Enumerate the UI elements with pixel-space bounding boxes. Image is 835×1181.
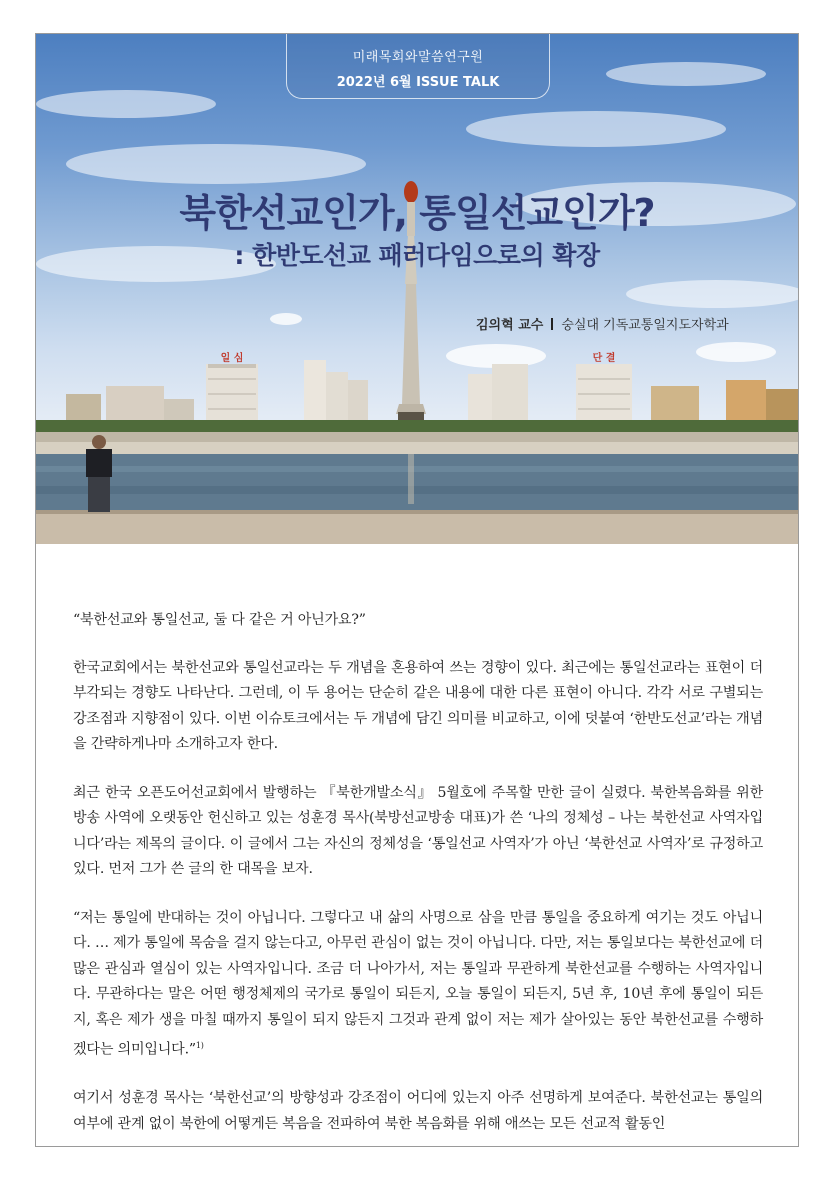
page-subtitle: : 한반도선교 패러다임으로의 확장 — [234, 241, 600, 270]
paragraph-quote-question: “북한선교와 통일선교, 둘 다 같은 거 아닌가요?” — [73, 612, 366, 628]
paragraph-context: 최근 한국 오픈도어선교회에서 발행하는 『북한개발소식』 5월호에 주목할 만한 글이 실렸다. 북한복음화를 위한 방송 사역에 오랫동안 헌신하고 있는 성훈경 목사(북방선교방송 대표)가 쓴 ‘나의 정체성 – 나는 북한선교 사역자입니다’라는 제목의 글이다. 이 글에서 그는 자신의 정체성을 ‘통일선교 사역자’가 아닌 ‘북한선교 사역자’로 규정하고 있다. 먼저 그가 쓴 글의 한 대목을 보자. — [73, 784, 763, 877]
paragraph-intro: 한국교회에서는 북한선교와 통일선교라는 두 개념을 혼용하여 쓰는 경향이 있다. 최근에는 통일선교라는 표현이 더 부각되는 경향도 나타난다. 그런데, 이 두 용어는 단순히 같은 내용에 대한 다른 표현이 아니다. 각각 서로 구별되는 강조점과 지향점이 있다. 이번 이슈토크에서는 두 개념에 담긴 의미를 비교하고, 이에 덧붙여 ‘한반도선교’라는 개념을 간략하게나마 소개하고자 한다. — [73, 659, 763, 752]
issue-label: 2022년 6월 ISSUE TALK — [336, 75, 500, 90]
author-line — [476, 314, 729, 333]
citation-text: “저는 통일에 반대하는 것이 아닙니다. 그렇다고 내 삶의 사명으로 삼을 만큼 통일을 중요하게 여기는 것도 아닙니다. … 제가 통일에 목숨을 걸지 않는다고, 아무런 관심이 없는 것이 아닙니다. 다만, 저는 통일보다는 북한선교에 더 많은 관심과 열심이 있는 사역자입니다. 조금 더 나아가서, 저는 통일과 무관하게 북한선교를 수행하는 사역자입니다. 무관하다는 말은 어떤 행정체제의 국가로 통일이 되든지, 오늘 통일이 되든지, 5년 후, 10년 후에 통일이 되든지, 혹은 제가 생을 마칠 때까지 통일이 되지 않든지 그것과 관계 없이 저는 제가 살아있는 동안 북한선교를 수행하겠다는 의미입니다.” — [73, 909, 763, 1058]
article-body — [73, 608, 763, 1147]
paragraph-citation — [73, 906, 763, 1064]
hero-photo — [36, 34, 798, 544]
pyongyang-skyline-photo — [36, 34, 798, 544]
footnote-marker[interactable]: 1) — [195, 1041, 204, 1050]
sign-right-building: 단 결 — [592, 353, 616, 364]
page-frame — [35, 33, 799, 1147]
page-title: 북한선교인가, 통일선교인가? — [179, 191, 655, 235]
author-name: 김의혁 교수 — [476, 318, 544, 333]
publication-header — [286, 34, 550, 99]
author-affiliation: 숭실대 기독교통일지도자학과 — [561, 318, 729, 333]
divider — [551, 318, 553, 330]
paragraph-analysis: 여기서 성훈경 목사는 ‘북한선교’의 방향성과 강조점이 어디에 있는지 아주 선명하게 보여준다. 북한선교는 통일의 여부에 관계 없이 북한에 어떻게든 복음을 전파하여 북한 복음화를 위해 애쓰는 모든 선교적 활동인 — [73, 1090, 763, 1132]
org-name: 미래목회와말씀연구원 — [352, 50, 484, 65]
sign-left-building: 일 심 — [220, 353, 244, 364]
